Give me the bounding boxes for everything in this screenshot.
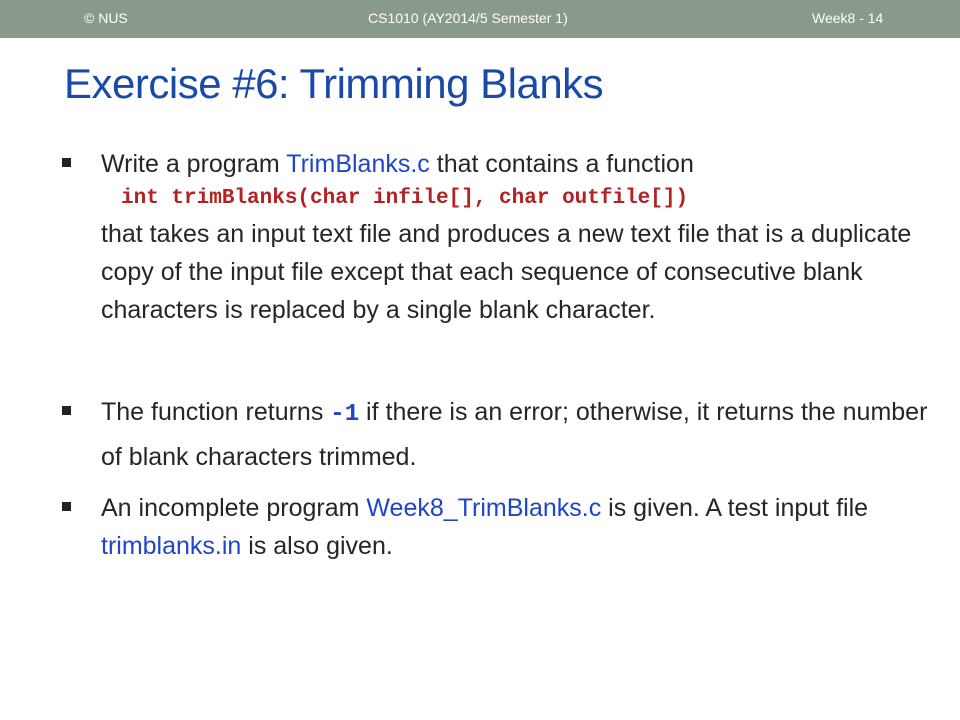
- bullet-icon: [58, 402, 74, 418]
- bullet-3-program-file: Week8_TrimBlanks.c: [366, 494, 602, 522]
- return-value-code: -1: [330, 401, 360, 428]
- bullet-3-part1: An incomplete program: [101, 494, 367, 522]
- bullet-icon: [58, 154, 74, 170]
- header-copyright: © NUS: [84, 10, 128, 26]
- bullet-3-input-file: trimblanks.in: [101, 532, 242, 560]
- header-page-number: Week8 - 14: [812, 10, 884, 26]
- bullet-1-part2: that contains a function: [429, 150, 694, 178]
- bullet-icon: [58, 498, 74, 514]
- bullet-1-text: [101, 145, 931, 329]
- bullet-1-rest: that takes an input text file and produces a new text file that is a duplicate copy of the input file except that each sequence of consecutive blank characters is replaced by a single blank character.: [101, 220, 912, 324]
- bullet-2-text: [101, 391, 931, 478]
- bullet-1-part1: Write a program: [101, 150, 287, 178]
- bullet-3-part2: is given. A test input file: [601, 494, 869, 522]
- slide-title: Exercise #6: Trimming Blanks: [64, 60, 604, 107]
- bullet-3-text: [101, 489, 931, 565]
- bullet-3-part3: is also given.: [241, 532, 393, 560]
- function-signature-code: int trimBlanks(char infile[], char outfile[]): [121, 187, 689, 210]
- bullet-2-part2: if there is an error; otherwise, it returns the number of blank characters trimmed.: [101, 398, 928, 471]
- header-course: CS1010 (AY2014/5 Semester 1): [368, 10, 568, 26]
- header-bar: [0, 0, 960, 38]
- bullet-2-part1: The function returns: [101, 398, 331, 426]
- bullet-1-filename: TrimBlanks.c: [286, 150, 430, 178]
